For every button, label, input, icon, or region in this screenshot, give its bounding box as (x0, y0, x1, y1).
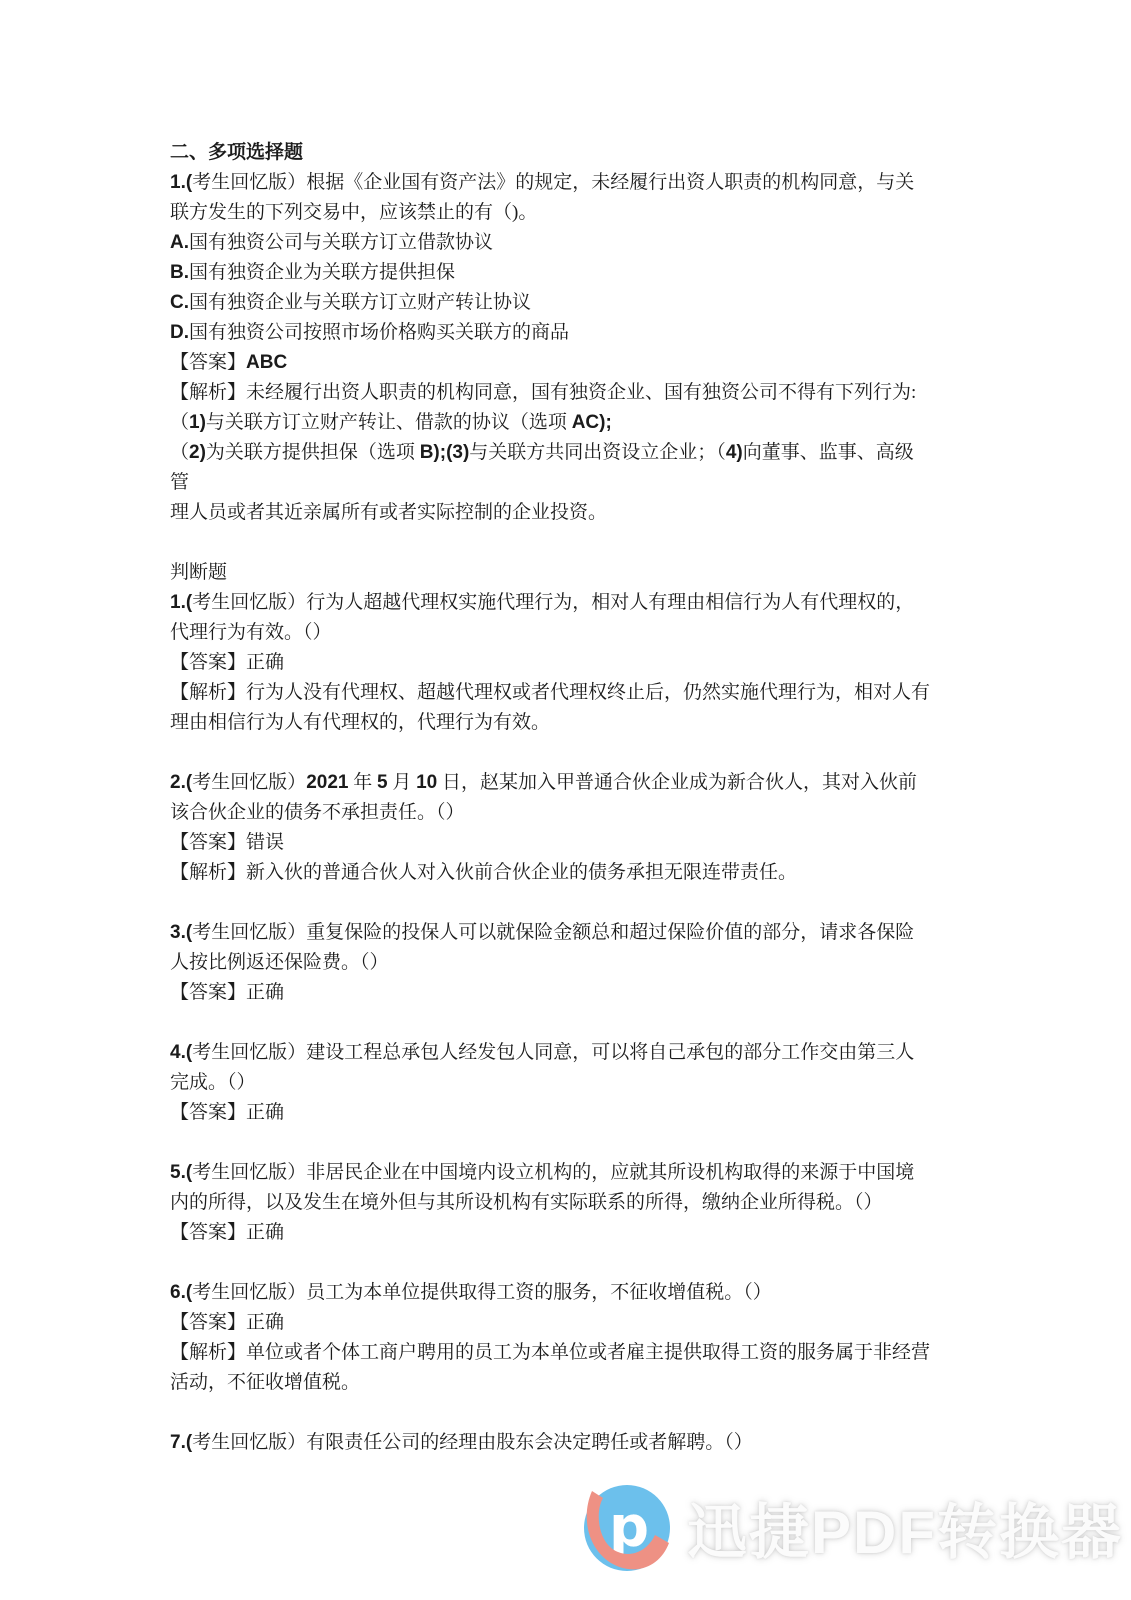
doc-line (170, 408, 1000, 438)
doc-text: 联方发生的下列交易中，应该禁止的有（)。 (170, 202, 538, 223)
doc-text: 【答案】 (170, 352, 247, 373)
doc-text: 完成。（） (170, 1072, 256, 1093)
doc-line (170, 1158, 1000, 1188)
doc-line (170, 318, 1000, 348)
doc-text: （ (170, 412, 190, 433)
doc-line (170, 918, 1000, 948)
doc-line (170, 1338, 1000, 1368)
doc-line (170, 438, 1000, 468)
doc-text: 年 (348, 772, 377, 793)
doc-text: 与关联方订立财产转让、借款的协议（选项 (205, 412, 572, 433)
doc-line (170, 768, 1000, 798)
doc-text-bold: 5.( (170, 1162, 193, 1183)
doc-text: 【解析】行为人没有代理权、超越代理权或者代理权终止后，仍然实施代理行为，相对人有 (170, 682, 931, 703)
doc-text-bold: 10 (416, 772, 438, 793)
doc-text: 【答案】错误 (170, 832, 285, 853)
doc-text-bold: D. (170, 322, 189, 343)
doc-text: 国有独资公司按照市场价格购买关联方的商品 (189, 322, 570, 343)
doc-text-bold: 2.( (170, 772, 193, 793)
doc-line (170, 168, 1000, 198)
doc-line (170, 288, 1000, 318)
doc-blank-line (170, 528, 1000, 558)
doc-line (170, 558, 1000, 588)
doc-line (170, 648, 1000, 678)
doc-text-bold: 1.( (170, 172, 193, 193)
doc-line (170, 1098, 1000, 1128)
doc-line (170, 678, 1000, 708)
doc-line (170, 1188, 1000, 1218)
doc-text: 为关联方提供担保（选项 (205, 442, 420, 463)
doc-text-bold: ABC (246, 352, 288, 373)
doc-text: 向董事、监事、高级 (742, 442, 914, 463)
doc-text-bold: 6.( (170, 1282, 193, 1303)
exam-text-block (170, 138, 1000, 1458)
doc-line (170, 228, 1000, 258)
doc-text: 考生回忆版） (192, 772, 307, 793)
doc-text-bold: 二、多项选择题 (170, 142, 304, 163)
doc-line (170, 258, 1000, 288)
doc-line (170, 1218, 1000, 1248)
doc-text: 【答案】正确 (170, 1102, 285, 1123)
doc-text: 与关联方共同出资设立企业；（ (469, 442, 726, 463)
doc-blank-line (170, 1008, 1000, 1038)
doc-text-bold: 2) (189, 442, 206, 463)
doc-line (170, 198, 1000, 228)
doc-text: 人按比例返还保险费。（） (170, 952, 389, 973)
doc-text-bold: 5 (377, 772, 388, 793)
doc-line (170, 1278, 1000, 1308)
watermark-text: 迅捷PDF转换器 (687, 1499, 1123, 1566)
doc-line (170, 468, 1000, 498)
doc-text: 【答案】正确 (170, 652, 285, 673)
doc-line (170, 348, 1000, 378)
doc-text-bold: 1.( (170, 592, 193, 613)
doc-line (170, 1308, 1000, 1338)
doc-text: 考生回忆版）员工为本单位提供取得工资的服务，不征收增值税。（） (192, 1282, 772, 1303)
doc-line (170, 378, 1000, 408)
doc-blank-line (170, 1248, 1000, 1278)
doc-text: 代理行为有效。（） (170, 622, 332, 643)
doc-text-bold: 7.( (170, 1432, 193, 1453)
doc-text-bold: 3.( (170, 922, 193, 943)
pdf-converter-watermark (583, 1484, 1123, 1572)
svg-text:p: p (608, 1495, 650, 1560)
pdf-converter-logo-icon (583, 1484, 671, 1572)
doc-text: 【解析】未经履行出资人职责的机构同意，国有独资企业、国有独资公司不得有下列行为: (170, 382, 917, 403)
doc-text: 活动，不征收增值税。 (170, 1372, 361, 1393)
doc-text: 【答案】正确 (170, 982, 285, 1003)
doc-text-bold: 4) (725, 442, 743, 463)
doc-text: 月 (387, 772, 417, 793)
doc-text: 【答案】正确 (170, 1222, 285, 1243)
doc-text: 考生回忆版）非居民企业在中国境内设立机构的，应就其所设机构取得的来源于中国境 (192, 1162, 915, 1183)
doc-text: 考生回忆版）重复保险的投保人可以就保险金额总和超过保险价值的部分，请求各保险 (192, 922, 915, 943)
doc-text: 考生回忆版）根据《企业国有资产法》的规定，未经履行出资人职责的机构同意，与关 (192, 172, 915, 193)
doc-line (170, 978, 1000, 1008)
doc-line (170, 708, 1000, 738)
doc-text: 判断题 (170, 562, 228, 583)
doc-blank-line (170, 738, 1000, 768)
doc-text: 理人员或者其近亲属所有或者实际控制的企业投资。 (170, 502, 608, 523)
doc-line (170, 828, 1000, 858)
doc-text: 国有独资公司与关联方订立借款协议 (189, 232, 494, 253)
doc-text: 【解析】新入伙的普通合伙人对入伙前合伙企业的债务承担无限连带责任。 (170, 862, 798, 883)
doc-line (170, 1068, 1000, 1098)
doc-line (170, 588, 1000, 618)
doc-blank-line (170, 888, 1000, 918)
doc-text-bold: C. (170, 292, 189, 313)
doc-text: 【答案】正确 (170, 1312, 285, 1333)
doc-text: （ (170, 442, 190, 463)
doc-text-bold: A. (170, 232, 189, 253)
doc-text-bold: 4.( (170, 1042, 193, 1063)
doc-text-bold: 1) (189, 412, 206, 433)
doc-line (170, 1038, 1000, 1068)
doc-text-bold: 2021 (306, 772, 349, 793)
doc-line (170, 798, 1000, 828)
doc-line (170, 1428, 1000, 1458)
doc-text: 国有独资企业与关联方订立财产转让协议 (189, 292, 532, 313)
doc-blank-line (170, 1398, 1000, 1428)
doc-line (170, 618, 1000, 648)
doc-text: 该合伙企业的债务不承担责任。（） (170, 802, 465, 823)
doc-line (170, 948, 1000, 978)
doc-line (170, 1368, 1000, 1398)
doc-text-bold: B. (170, 262, 189, 283)
doc-line (170, 498, 1000, 528)
doc-text: 考生回忆版）有限责任公司的经理由股东会决定聘任或者解聘。（） (192, 1432, 753, 1453)
doc-text: 日，赵某加入甲普通合伙企业成为新合伙人，其对入伙前 (437, 772, 917, 793)
doc-text: 国有独资企业为关联方提供担保 (189, 262, 456, 283)
doc-text: 理由相信行为人有代理权的，代理行为有效。 (170, 712, 551, 733)
doc-line (170, 138, 1000, 168)
doc-line (170, 858, 1000, 888)
doc-text: 内的所得，以及发生在境外但与其所设机构有实际联系的所得，缴纳企业所得税。（） (170, 1192, 883, 1213)
doc-blank-line (170, 1128, 1000, 1158)
doc-text-bold: AC); (571, 412, 612, 433)
doc-text-bold: B);(3) (419, 442, 470, 463)
doc-text: 考生回忆版）建设工程总承包人经发包人同意，可以将自己承包的部分工作交由第三人 (192, 1042, 915, 1063)
doc-text: 【解析】单位或者个体工商户聘用的员工为本单位或者雇主提供取得工资的服务属于非经营 (170, 1342, 931, 1363)
doc-text: 考生回忆版）行为人超越代理权实施代理行为，相对人有理由相信行为人有代理权的， (192, 592, 915, 613)
doc-text: 管 (170, 472, 190, 493)
